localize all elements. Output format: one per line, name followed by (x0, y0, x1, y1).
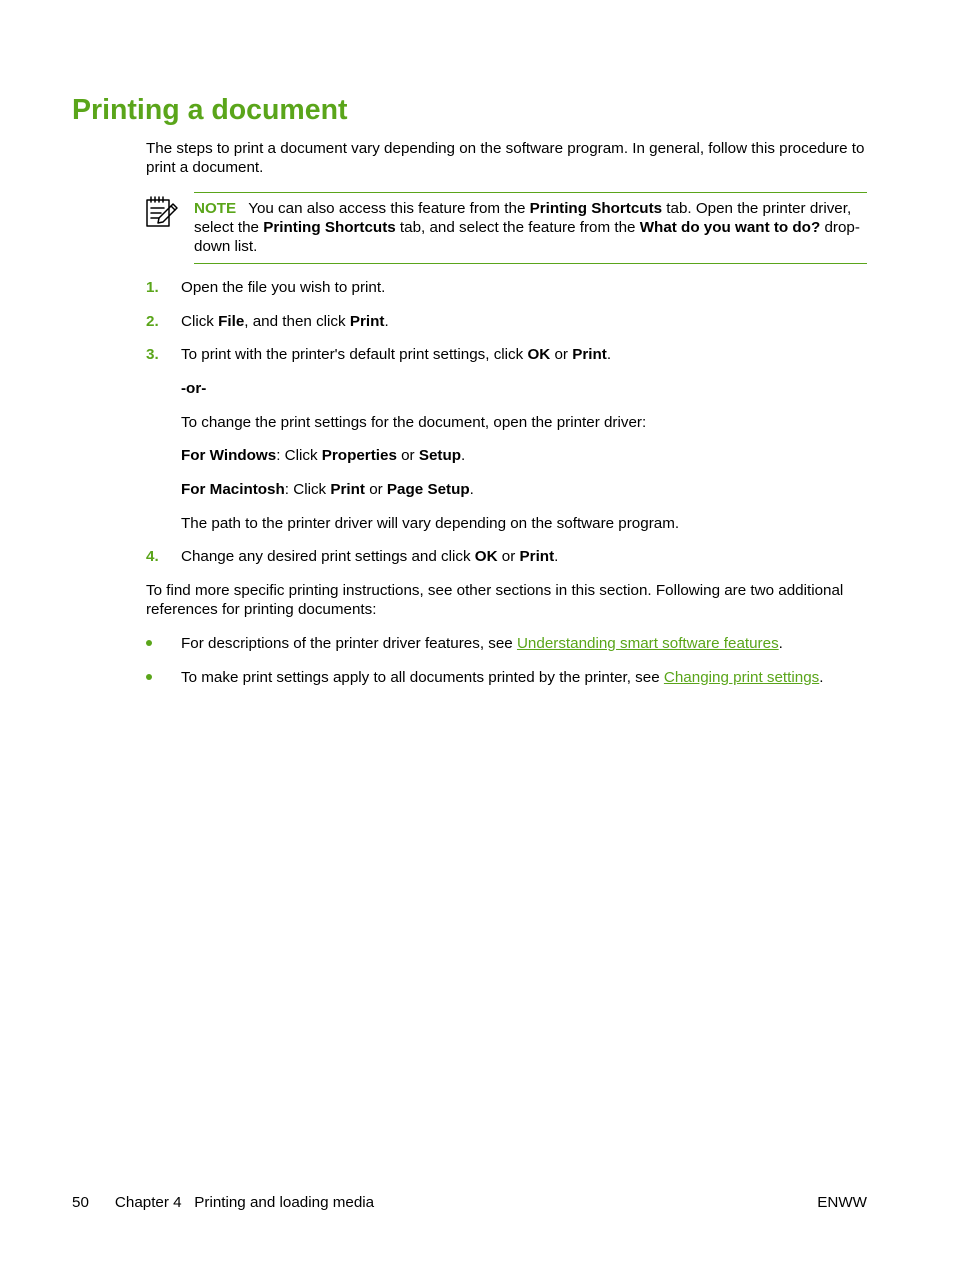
step-number: 1. (146, 279, 159, 296)
note-box (194, 192, 867, 264)
note-text: tab, and select the feature from the (395, 219, 640, 236)
link-understanding-smart-software-features[interactable]: Understanding smart software features (516, 635, 779, 652)
note-label: NOTE (194, 200, 237, 217)
note-text: tab. Open the printer driver, select the (194, 200, 852, 236)
note-bold: What do you want to do? (639, 219, 821, 236)
bullet-text: For descriptions of the printer driver features, see Understanding smart software features. (181, 635, 783, 652)
step-number: 3. (146, 346, 159, 363)
step-number: 4. (146, 548, 159, 565)
step-text: Click File, and then click Print. (181, 313, 389, 330)
step-number: 2. (146, 313, 159, 330)
step-3-change: To change the print settings for the document, open the printer driver: (181, 414, 647, 431)
intro-paragraph: The steps to print a document vary depending on the software program. In general, follow this procedure to print a document. (146, 140, 865, 176)
bullet-dot-icon (146, 640, 152, 646)
bullet-text: To make print settings apply to all documents printed by the printer, see Changing print settings. (181, 669, 824, 686)
bullet-dot-icon (146, 674, 152, 680)
page-title: Printing a document (72, 94, 348, 126)
step-3-or: -or- (181, 380, 207, 397)
note-text: drop-down list. (194, 219, 860, 255)
note-text: You can also access this feature from the (248, 200, 530, 217)
step-text: Change any desired print settings and click OK or Print. (181, 548, 559, 565)
more-paragraph: To find more specific printing instructions, see other sections in this section. Following are two additional references for printing documents: (146, 582, 844, 618)
page-number: 50 (72, 1194, 89, 1211)
note-icon (144, 194, 180, 230)
step-text: Open the file you wish to print. (181, 279, 386, 296)
note-bold: Printing Shortcuts (529, 200, 663, 217)
note-bold: Printing Shortcuts (263, 219, 396, 236)
step-3-windows: For Windows: Click Properties or Setup. (181, 447, 466, 464)
footer-right: ENWW (817, 1194, 867, 1211)
step-3-path: The path to the printer driver will vary depending on the software program. (181, 515, 680, 532)
footer-chapter: Chapter 4 Printing and loading media (114, 1194, 375, 1211)
step-text: To print with the printer's default print settings, click OK or Print. (181, 346, 612, 363)
step-3-macintosh: For Macintosh: Click Print or Page Setup. (181, 481, 474, 498)
footer-left (72, 1193, 374, 1212)
link-changing-print-settings[interactable]: Changing print settings (663, 669, 820, 686)
